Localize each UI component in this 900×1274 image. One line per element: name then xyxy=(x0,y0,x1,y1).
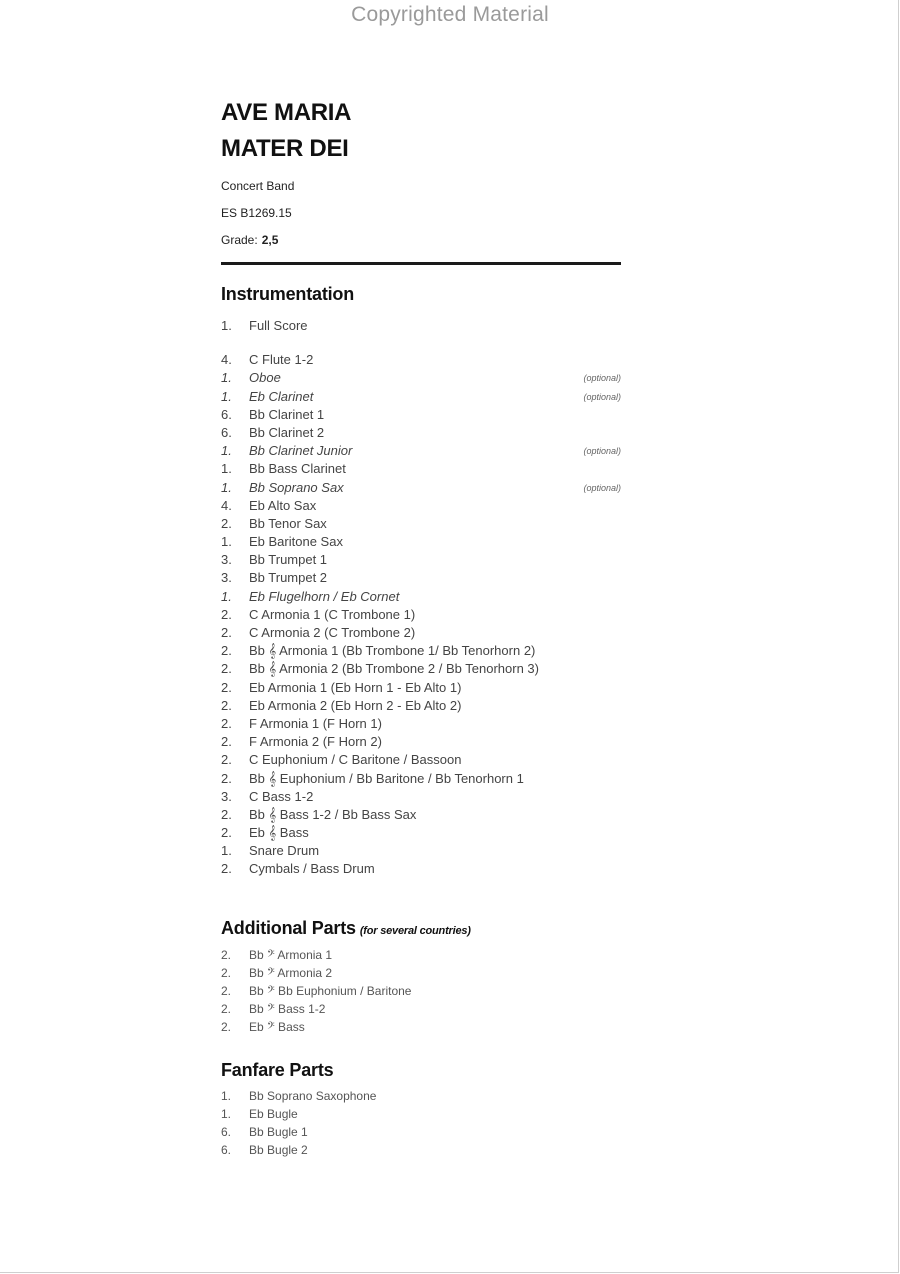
title-line-2: MATER DEI xyxy=(221,135,349,162)
part-name: Bb 𝄢 Armonia 2 xyxy=(249,965,333,980)
part-name: F Armonia 2 (F Horn 2) xyxy=(249,734,382,750)
part-name: Bb 𝄞 Armonia 1 (Bb Trombone 1/ Bb Tenorhorn 2) xyxy=(249,643,536,659)
part-count: 2. xyxy=(221,752,232,768)
title-line-1: AVE MARIA xyxy=(221,99,352,126)
list-item xyxy=(221,460,621,478)
list-item xyxy=(221,624,621,642)
part-count: 4. xyxy=(221,497,232,513)
part-name: Bb 𝄢 Armonia 1 xyxy=(249,947,333,962)
list-item xyxy=(221,860,621,878)
watermark: Copyrighted Material xyxy=(351,3,549,26)
divider xyxy=(221,262,621,265)
part-count: 1. xyxy=(221,588,232,604)
part-count: 2. xyxy=(221,861,232,877)
part-count: 3. xyxy=(221,552,232,568)
part-name: Eb Baritone Sax xyxy=(249,534,343,550)
list-item xyxy=(221,442,621,460)
part-count: 1. xyxy=(221,479,232,495)
part-name: C Armonia 2 (C Trombone 2) xyxy=(249,625,416,640)
list-item xyxy=(221,1123,621,1141)
part-name: Bb 𝄢 Bb Euphonium / Baritone xyxy=(249,984,412,998)
list-item xyxy=(221,1105,621,1123)
list-item xyxy=(221,497,621,515)
part-count: 2. xyxy=(221,770,232,786)
part-name: Bb Soprano Saxophone xyxy=(249,1088,377,1103)
part-name: C Bass 1-2 xyxy=(249,788,314,804)
list-item xyxy=(221,982,621,1000)
part-name: Eb Armonia 2 (Eb Horn 2 - Eb Alto 2) xyxy=(249,697,462,713)
score-info xyxy=(221,95,621,1159)
part-name: Bb Clarinet 2 xyxy=(249,424,325,440)
list-item xyxy=(221,946,621,964)
list-item xyxy=(221,406,621,424)
list-item xyxy=(221,533,621,551)
part-name: Eb 𝄞 Bass xyxy=(249,825,309,841)
part-count: 1. xyxy=(221,443,232,459)
list-item xyxy=(221,515,621,533)
part-count: 1. xyxy=(221,388,232,404)
part-name: C Armonia 1 (C Trombone 1) xyxy=(249,606,416,622)
part-name: Bb Tenor Sax xyxy=(249,515,327,531)
fanfare-parts-list xyxy=(221,1087,621,1160)
part-name: Cymbals / Bass Drum xyxy=(249,861,375,877)
part-name: Eb Armonia 1 (Eb Horn 1 - Eb Alto 1) xyxy=(249,679,462,695)
part-count: 1. xyxy=(221,318,232,333)
part-name: Eb Alto Sax xyxy=(249,497,317,513)
part-count: 1. xyxy=(221,534,232,550)
part-count: 2. xyxy=(221,1020,232,1035)
ensemble-type: Concert Band xyxy=(221,179,295,193)
list-item xyxy=(221,788,621,806)
list-item xyxy=(221,715,621,733)
fanfare-parts-heading: Fanfare Parts xyxy=(221,1059,334,1080)
list-item xyxy=(221,642,621,660)
list-item xyxy=(221,697,621,715)
part-name: Eb Flugelhorn / Eb Cornet xyxy=(249,588,400,604)
list-item xyxy=(221,770,621,788)
part-count: 1. xyxy=(221,1088,232,1103)
list-item xyxy=(221,606,621,624)
part-count: 6. xyxy=(221,406,232,422)
part-count: 2. xyxy=(221,984,232,998)
part-count: 6. xyxy=(221,424,232,440)
list-item xyxy=(221,1018,621,1036)
part-name: Full Score xyxy=(249,318,308,333)
part-name: Eb Clarinet xyxy=(249,388,314,404)
part-count: 1. xyxy=(221,843,232,859)
part-count: 2. xyxy=(221,697,232,713)
part-name: Bb 𝄞 Euphonium / Bb Baritone / Bb Tenorhorn 1 xyxy=(249,770,524,786)
part-count: 2. xyxy=(221,679,232,695)
optional-note: (optional) xyxy=(583,391,621,402)
optional-note: (optional) xyxy=(583,373,621,384)
part-count: 1. xyxy=(221,1106,232,1121)
list-item xyxy=(221,551,621,569)
list-item xyxy=(221,588,621,606)
instrumentation-list xyxy=(221,351,621,878)
list-item xyxy=(221,1141,621,1159)
additional-parts-note: (for several countries) xyxy=(359,924,471,937)
part-name: C Flute 1-2 xyxy=(249,352,314,368)
part-count: 4. xyxy=(221,352,232,368)
list-item xyxy=(221,351,621,369)
list-item xyxy=(221,317,621,335)
part-name: Bb Bugle 1 xyxy=(249,1124,308,1139)
part-count: 2. xyxy=(221,1002,232,1017)
list-item xyxy=(221,824,621,842)
additional-parts-title: Additional Parts xyxy=(221,917,356,938)
part-name: Bb Soprano Sax xyxy=(249,479,344,495)
optional-note: (optional) xyxy=(583,482,621,493)
part-name: Bb Clarinet Junior xyxy=(249,443,353,459)
part-count: 6. xyxy=(221,1143,232,1158)
list-item xyxy=(221,842,621,860)
part-count: 2. xyxy=(221,806,232,822)
part-name: Bb Trumpet 2 xyxy=(249,570,328,586)
part-count: 2. xyxy=(221,625,232,640)
part-count: 1. xyxy=(221,370,232,386)
part-count: 1. xyxy=(221,461,232,477)
grade-label: Grade: xyxy=(221,233,258,247)
part-count: 2. xyxy=(221,715,232,731)
part-count: 3. xyxy=(221,788,232,804)
part-count: 2. xyxy=(221,515,232,531)
list-item xyxy=(221,1087,621,1105)
part-count: 6. xyxy=(221,1124,232,1139)
list-item xyxy=(221,733,621,751)
part-name: Bb 𝄞 Armonia 2 (Bb Trombone 2 / Bb Tenorhorn 3) xyxy=(249,661,539,677)
catalog-number: ES B1269.15 xyxy=(221,206,292,220)
part-name: Bb Bugle 2 xyxy=(249,1143,308,1158)
part-name: Eb 𝄢 Bass xyxy=(249,1020,305,1035)
part-count: 2. xyxy=(221,643,232,659)
part-name: C Euphonium / C Baritone / Bassoon xyxy=(249,752,462,768)
list-item xyxy=(221,660,621,678)
list-item xyxy=(221,479,621,497)
list-item xyxy=(221,679,621,697)
list-item xyxy=(221,964,621,982)
part-name: Bb Clarinet 1 xyxy=(249,406,325,422)
list-item xyxy=(221,806,621,824)
instrumentation-heading: Instrumentation xyxy=(221,284,355,304)
grade xyxy=(221,233,621,247)
additional-parts-heading xyxy=(221,917,621,942)
part-name: Oboe xyxy=(249,370,281,386)
part-count: 2. xyxy=(221,734,232,750)
part-count: 2. xyxy=(221,606,232,622)
part-name: Bb Trumpet 1 xyxy=(249,552,328,568)
list-item xyxy=(221,369,621,387)
score-list xyxy=(221,317,621,335)
part-count: 2. xyxy=(221,825,232,841)
part-count: 3. xyxy=(221,570,232,586)
part-name: Snare Drum xyxy=(249,843,320,859)
part-count: 2. xyxy=(221,947,232,962)
additional-parts-list xyxy=(221,946,621,1037)
grade-value: 2,5 xyxy=(261,233,279,247)
list-item xyxy=(221,569,621,587)
part-count: 2. xyxy=(221,661,232,677)
part-name: Bb 𝄢 Bass 1-2 xyxy=(249,1002,326,1017)
optional-note: (optional) xyxy=(583,446,621,457)
list-item xyxy=(221,1000,621,1018)
part-name: Eb Bugle xyxy=(249,1106,298,1121)
list-item xyxy=(221,751,621,769)
list-item xyxy=(221,388,621,406)
part-name: Bb Bass Clarinet xyxy=(249,461,346,477)
part-name: Bb 𝄞 Bass 1-2 / Bb Bass Sax xyxy=(249,806,417,822)
list-item xyxy=(221,424,621,442)
part-count: 2. xyxy=(221,965,232,980)
part-name: F Armonia 1 (F Horn 1) xyxy=(249,715,382,731)
